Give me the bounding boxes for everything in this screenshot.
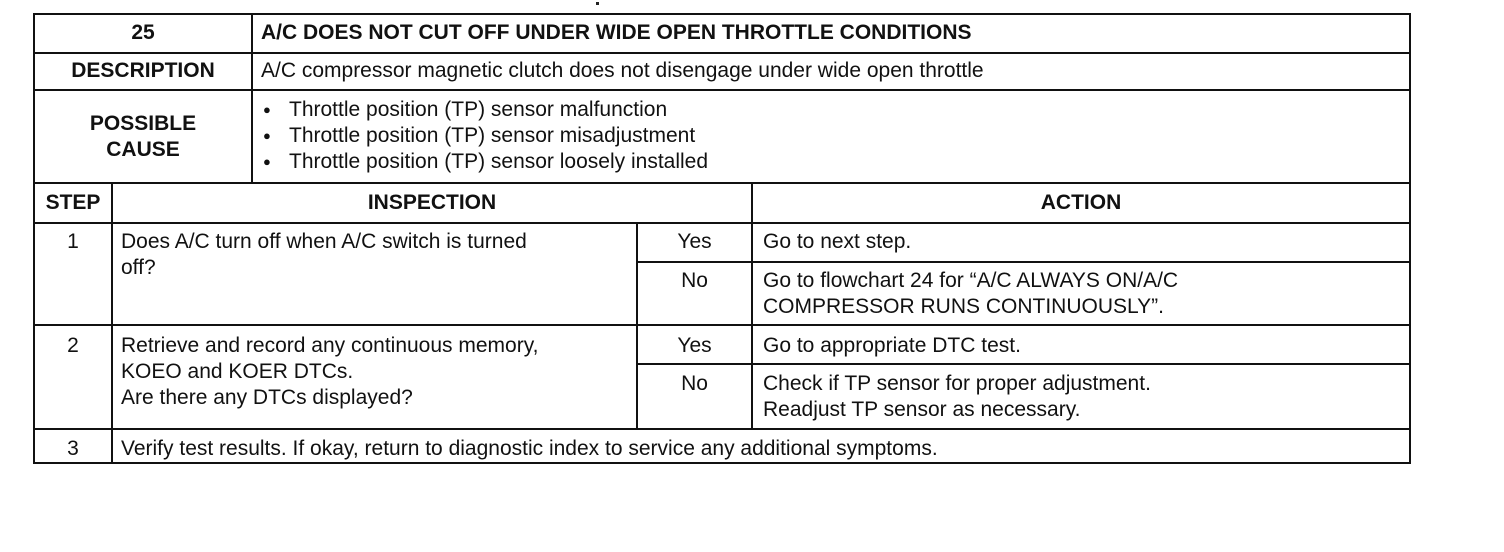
step-1-no-label: No [681,269,708,292]
step-2-no-action [763,371,1403,423]
description-text: A/C compressor magnetic clutch does not disengage under wide open throttle [261,59,984,82]
rule-step-divider [111,182,113,462]
step-column-header: STEP [45,191,101,214]
step-1-inspection-line1: Does A/C turn off when A/C switch is turned [121,230,527,253]
step-1-no-action-line2: COMPRESSOR RUNS CONTINUOUSLY”. [763,295,1164,318]
step-1-inspection [121,229,633,281]
rule-under-column-headers [35,222,1409,224]
step-2-inspection-line3: Are there any DTCs displayed? [121,386,413,409]
step-1-yes-label: Yes [677,230,712,253]
rule-under-title [35,52,1409,54]
inspection-column-header: INSPECTION [367,191,497,214]
scan-speck [596,2,599,5]
rule-under-step2 [35,428,1409,430]
step-1-number: 1 [67,230,79,253]
step-2-yes-action: Go to appropriate DTC test. [763,334,1021,357]
rule-under-possible-cause [35,182,1409,184]
step-2-yes-label: Yes [677,334,712,357]
possible-cause-label-line2: CAUSE [106,138,180,161]
step-2-inspection [121,333,633,411]
possible-cause-label-line1: POSSIBLE [89,112,197,135]
step-1-inspection-line2: off? [121,256,156,279]
possible-cause-item: ● Throttle position (TP) sensor misadjustment [257,123,1397,149]
flowchart-number: 25 [131,21,155,44]
action-column-header: ACTION [1040,191,1122,214]
step-2-inspection-line2: KOEO and KOER DTCs. [121,360,354,383]
diagnostic-flowchart-table [33,13,1411,464]
step-2-inspection-line1: Retrieve and record any continuous memory, [121,334,539,357]
step-2-no-label: No [681,372,708,395]
step-1-no-action [763,268,1403,320]
step-1-no-action-line1: Go to flowchart 24 for “A/C ALWAYS ON/A/C [763,269,1179,292]
step-2-no-action-line2: Readjust TP sensor as necessary. [763,398,1081,421]
rule-label-divider [251,15,253,183]
step-2-no-action-line1: Check if TP sensor for proper adjustment. [763,372,1151,395]
step-1-yes-action: Go to next step. [763,230,912,253]
rule-under-step1 [35,324,1409,326]
description-label: DESCRIPTION [71,59,215,82]
possible-cause-list [257,97,1397,175]
possible-cause-item: ● Throttle position (TP) sensor loosely installed [257,149,1397,175]
possible-cause-label [35,111,251,163]
possible-cause-item: ● Throttle position (TP) sensor malfunction [257,97,1397,123]
step-3-text: Verify test results. If okay, return to diagnostic index to service any additional symptoms. [121,437,938,460]
rule-under-description [35,89,1409,91]
step-2-number: 2 [67,334,79,357]
flowchart-title: A/C DOES NOT CUT OFF UNDER WIDE OPEN THROTTLE CONDITIONS [261,21,972,44]
step-3-number: 3 [67,437,79,460]
rule-yes-no-right [751,222,753,430]
